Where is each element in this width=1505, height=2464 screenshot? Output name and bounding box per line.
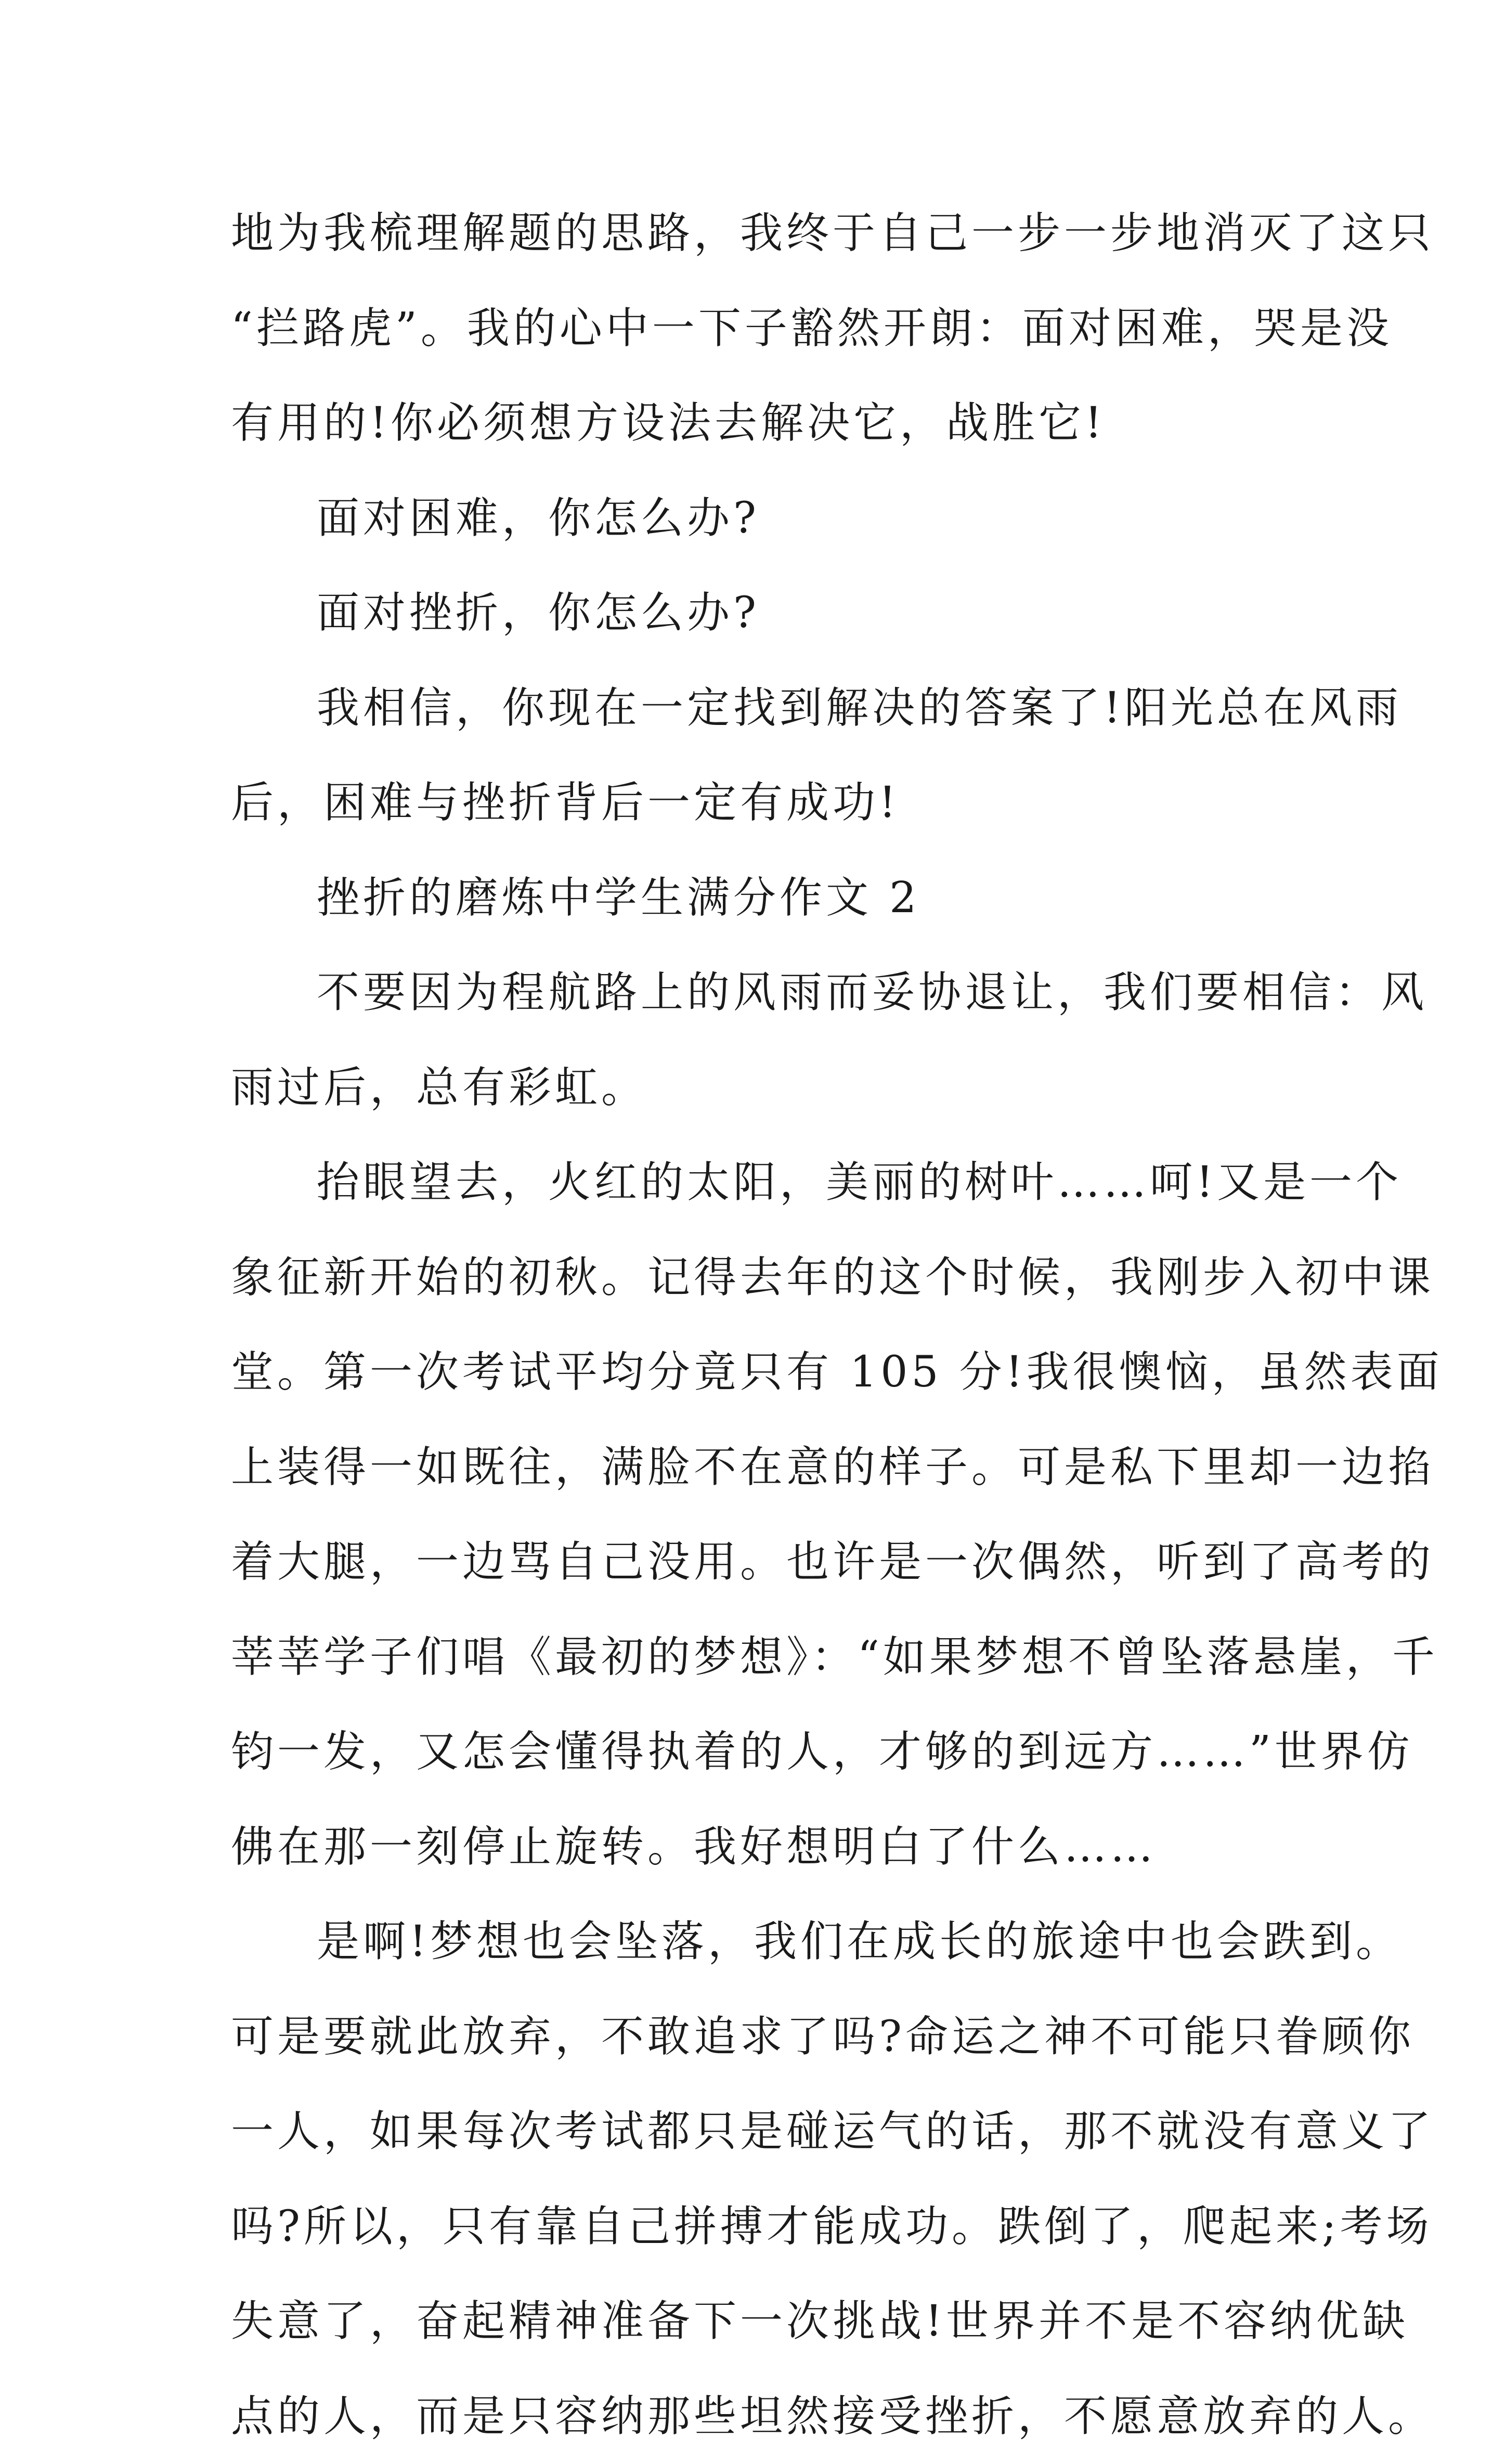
text-line: 可是要就此放弃，不敢追求了吗?命运之神不可能只眷顾你 <box>231 1990 1313 2085</box>
text-line: 面对困难，你怎么办? <box>231 471 1313 566</box>
text-line: 面对挫折，你怎么办? <box>231 566 1313 661</box>
text-line: 象征新开始的初秋。记得去年的这个时候，我刚步入初中课 <box>231 1230 1313 1326</box>
text-line: 地为我梳理解题的思路，我终于自己一步一步地消灭了这只 <box>231 186 1313 281</box>
text-line: 雨过后，总有彩虹。 <box>231 1041 1313 1136</box>
text-line: 钧一发，又怎会懂得执着的人，才够的到远方……”世界仿 <box>231 1705 1313 1800</box>
text-line: 佛在那一刻停止旋转。我好想明白了什么…… <box>231 1800 1313 1895</box>
text-line: 点的人，而是只容纳那些坦然接受挫折，不愿意放弃的人。 <box>231 2369 1313 2464</box>
text-line: 是啊!梦想也会坠落，我们在成长的旅途中也会跌到。 <box>231 1895 1313 1990</box>
text-line: 堂。第一次考试平均分竟只有 105 分!我很懊恼，虽然表面 <box>231 1325 1313 1420</box>
document-body <box>231 186 1313 2464</box>
text-line: 我相信，你现在一定找到解决的答案了!阳光总在风雨 <box>231 661 1313 756</box>
essay-title: 挫折的磨炼中学生满分作文 2 <box>231 851 1313 946</box>
text-line: 有用的!你必须想方设法去解决它，战胜它! <box>231 376 1313 471</box>
text-line: 吗?所以，只有靠自己拼搏才能成功。跌倒了，爬起来;考场 <box>231 2180 1313 2275</box>
text-line: 一人，如果每次考试都只是碰运气的话，那不就没有意义了 <box>231 2084 1313 2180</box>
text-line: 抬眼望去，火红的太阳，美丽的树叶……呵!又是一个 <box>231 1135 1313 1230</box>
text-line: 后，困难与挫折背后一定有成功! <box>231 756 1313 851</box>
text-line: 不要因为程航路上的风雨而妥协退让，我们要相信：风 <box>231 945 1313 1041</box>
text-line: 上装得一如既往，满脸不在意的样子。可是私下里却一边掐 <box>231 1420 1313 1515</box>
text-line: 莘莘学子们唱《最初的梦想》：“如果梦想不曾坠落悬崖，千 <box>231 1610 1313 1705</box>
text-line: 着大腿，一边骂自己没用。也许是一次偶然，听到了高考的 <box>231 1515 1313 1610</box>
text-line: “拦路虎”。我的心中一下子豁然开朗：面对困难，哭是没 <box>231 281 1313 377</box>
text-line: 失意了，奋起精神准备下一次挑战!世界并不是不容纳优缺 <box>231 2274 1313 2369</box>
